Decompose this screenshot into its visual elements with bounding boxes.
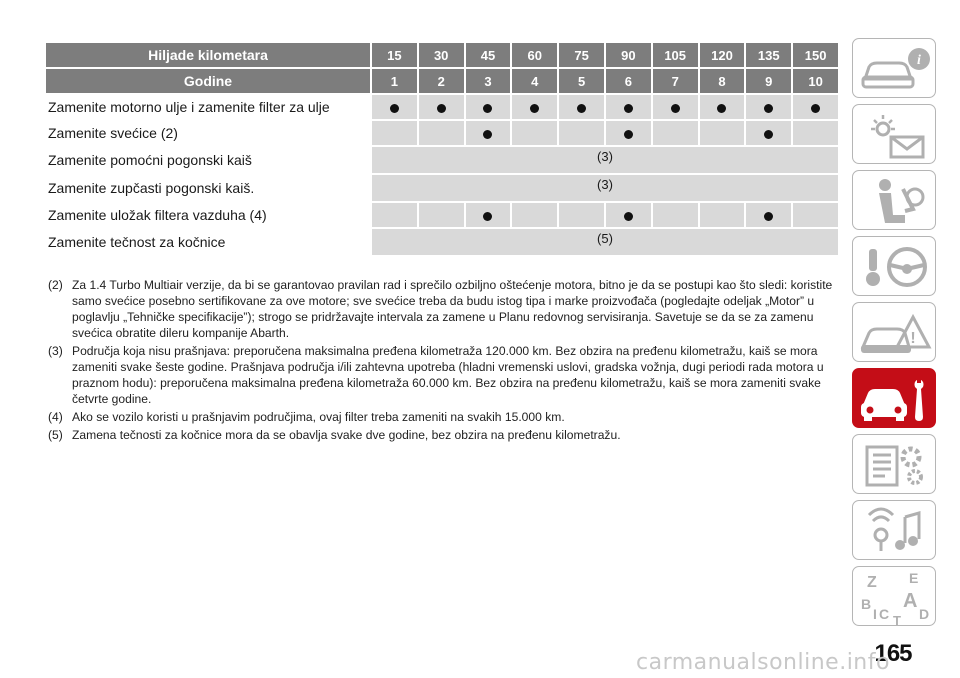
service-dot-icon: [437, 104, 446, 113]
watermark: carmanualsonline.info: [636, 650, 890, 675]
svg-text:Z: Z: [867, 574, 877, 591]
schedule-cell: [700, 121, 745, 145]
sidebar-tile-alphabetical-index[interactable]: [852, 566, 936, 626]
year-header-label: Godine: [46, 69, 370, 93]
service-dot-icon: [624, 130, 633, 139]
footnote-marker: (2): [48, 278, 63, 292]
maintenance-schedule-table: [44, 41, 840, 257]
km-header-label: Hiljade kilometara: [46, 43, 370, 67]
year-cell: 7: [653, 69, 698, 93]
schedule-cell: [793, 95, 838, 119]
service-dot-icon: [764, 212, 773, 221]
service-dot-icon: [483, 212, 492, 221]
schedule-row: [46, 121, 838, 145]
sidebar-tile-technical-data[interactable]: [852, 434, 936, 494]
footnote-marker: (5): [48, 428, 63, 442]
schedule-row-label: Zamenite uložak filtera vazduha (4): [46, 203, 370, 227]
schedule-cell: [372, 121, 417, 145]
schedule-row: [46, 95, 838, 119]
svg-text:C: C: [879, 606, 890, 622]
km-header-row: [46, 43, 838, 67]
schedule-row-label: Zamenite motorno ulje i zamenite filter za ulje: [46, 95, 370, 119]
footnote-text: Za 1.4 Turbo Multiair verzije, da bi se garantovao pravilan rad i sprečilo ozbiljno oštećenje motora, bitno je da se postupi kao što sledi: koristite samo svećice posebno sertifikovane za ove motore; sve svećice treba da budu istog tipa i marke proizvođača (pogledajte odeljak „Motor” u poglavlju „Tehničke specifikacije”); strogo se pridržavajte intervala za zamene u Planu redovnog servisiranja. Savetuje se da se za zamenu svećica obratite dileru kompanije Abarth.: [72, 278, 833, 340]
service-dot-icon: [624, 212, 633, 221]
sidebar-tile-key-steering-wheel[interactable]: [852, 236, 936, 296]
schedule-cell: [746, 121, 791, 145]
svg-text:I: I: [873, 606, 877, 622]
footnote-marker: (3): [48, 344, 63, 358]
schedule-cell: [793, 203, 838, 227]
sidebar-tile-car-maintenance[interactable]: [852, 368, 936, 428]
page-number: 165: [874, 640, 912, 667]
footnote-text: Područja koja nisu prašnjava: preporučena maksimalna pređena kilometraža 120.000 km. Bez obzira na pređenu kilometražu, kaiš se mora zameniti svake šeste godine. Prašnjava područja i/ili zahtevna upotreba (hladni vremenski uslovi, gradska vožnja, dugi periodi rada motora u praznom hodu): preporučena maksimalna pređena kilometraža 60.000 km. Bez obzira na pređenu kilometražu, kaiš se mora zameniti svake četvrte godine.: [72, 344, 824, 406]
svg-text:T: T: [893, 613, 901, 627]
service-dot-icon: [390, 104, 399, 113]
footnote: [48, 343, 838, 407]
km-cell: 120: [700, 43, 745, 67]
service-dot-icon: [483, 130, 492, 139]
km-cell: 105: [653, 43, 698, 67]
km-cell: 150: [793, 43, 838, 67]
year-cell: 5: [559, 69, 604, 93]
schedule-cell: [559, 95, 604, 119]
sidebar-tile-car-breakdown[interactable]: [852, 302, 936, 362]
svg-text:!: !: [910, 330, 916, 347]
schedule-cell: [466, 203, 511, 227]
year-cell: 8: [700, 69, 745, 93]
schedule-row-label: Zamenite zupčasti pogonski kaiš.: [46, 175, 370, 201]
schedule-row: [46, 147, 838, 173]
service-dot-icon: [483, 104, 492, 113]
schedule-cell: [606, 203, 651, 227]
sidebar-tile-car-info[interactable]: [852, 38, 936, 98]
year-cell: 3: [466, 69, 511, 93]
service-dot-icon: [624, 104, 633, 113]
schedule-cell: [372, 203, 417, 227]
schedule-row-label: Zamenite tečnost za kočnice: [46, 229, 370, 255]
year-cell: 2: [419, 69, 464, 93]
km-cell: 45: [466, 43, 511, 67]
service-dot-icon: [577, 104, 586, 113]
svg-text:i: i: [917, 53, 921, 68]
footnote-text: Zamena tečnosti za kočnice mora da se obavlja svake dve godine, bez obzira na pređenu kilometražu.: [72, 428, 621, 442]
schedule-cell: [559, 121, 604, 145]
schedule-row-label: Zamenite svećice (2): [46, 121, 370, 145]
schedule-cell: [559, 203, 604, 227]
schedule-cell: [419, 203, 464, 227]
km-cell: 60: [512, 43, 557, 67]
service-dot-icon: [717, 104, 726, 113]
footnote: [48, 427, 838, 443]
service-dot-icon: [530, 104, 539, 113]
footnote-text: Ako se vozilo koristi u prašnjavim područjima, ovaj filter treba zameniti na svakih 15.000 km.: [72, 410, 565, 424]
schedule-note-cell: (3): [372, 147, 838, 173]
year-cell: 10: [793, 69, 838, 93]
schedule-cell: [466, 95, 511, 119]
schedule-row-label: Zamenite pomoćni pogonski kaiš: [46, 147, 370, 173]
sidebar-tile-multimedia[interactable]: [852, 500, 936, 560]
schedule-cell: [793, 121, 838, 145]
sidebar-tile-warning-lights[interactable]: [852, 104, 936, 164]
svg-text:E: E: [909, 570, 919, 586]
footnote: [48, 409, 838, 425]
schedule-cell: [512, 203, 557, 227]
schedule-row: [46, 203, 838, 227]
schedule-row: [46, 175, 838, 201]
schedule-cell: [653, 203, 698, 227]
footnotes: [48, 277, 838, 445]
schedule-cell: [419, 95, 464, 119]
schedule-cell: [746, 203, 791, 227]
schedule-cell: [466, 121, 511, 145]
year-cell: 4: [512, 69, 557, 93]
km-cell: 15: [372, 43, 417, 67]
schedule-cell: [372, 95, 417, 119]
service-dot-icon: [811, 104, 820, 113]
year-cell: 1: [372, 69, 417, 93]
km-cell: 30: [419, 43, 464, 67]
year-cell: 9: [746, 69, 791, 93]
service-dot-icon: [764, 130, 773, 139]
service-dot-icon: [764, 104, 773, 113]
schedule-cell: [512, 95, 557, 119]
schedule-note-cell: (3): [372, 175, 838, 201]
schedule-cell: [419, 121, 464, 145]
schedule-note-cell: (5): [372, 229, 838, 255]
service-dot-icon: [671, 104, 680, 113]
year-cell: 6: [606, 69, 651, 93]
sidebar-tile-seat-airbag[interactable]: [852, 170, 936, 230]
schedule-cell: [746, 95, 791, 119]
schedule-cell: [653, 121, 698, 145]
svg-text:B: B: [861, 596, 872, 612]
km-cell: 135: [746, 43, 791, 67]
schedule-cell: [606, 95, 651, 119]
km-cell: 90: [606, 43, 651, 67]
schedule-row: [46, 229, 838, 255]
svg-text:A: A: [903, 590, 918, 612]
schedule-cell: [606, 121, 651, 145]
year-header-row: [46, 69, 838, 93]
svg-text:D: D: [919, 606, 930, 622]
km-cell: 75: [559, 43, 604, 67]
footnote-marker: (4): [48, 410, 63, 424]
schedule-cell: [512, 121, 557, 145]
schedule-cell: [700, 95, 745, 119]
footnote: [48, 277, 838, 341]
schedule-cell: [700, 203, 745, 227]
schedule-cell: [653, 95, 698, 119]
